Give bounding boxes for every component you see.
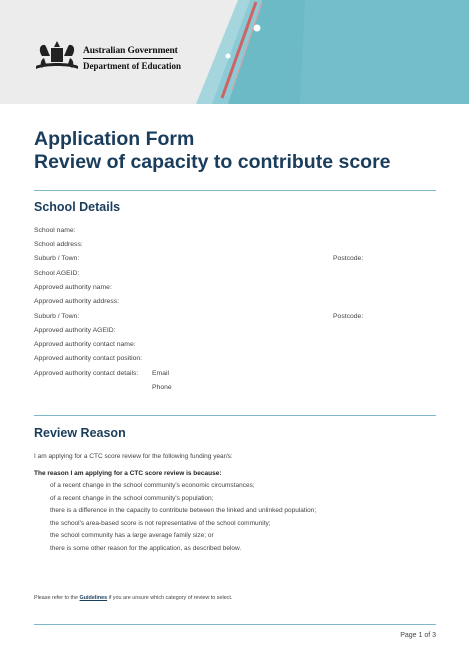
contact-details-label: Approved authority contact details: (34, 370, 139, 377)
reason-option: there is some other reason for the application, as described below. (50, 545, 242, 552)
reason-option: there is a difference in the capacity to contribute between the linked and unlinked population; (50, 507, 317, 514)
page-title (34, 128, 391, 174)
reason-option: the school community has a large average family size; or (50, 532, 214, 539)
authority-postcode-label: Postcode: (333, 313, 364, 320)
government-name: Australian Government (83, 46, 178, 56)
guidelines-note (34, 595, 232, 601)
title-line-2: Review of capacity to contribute score (34, 151, 391, 173)
funding-year-label: I am applying for a CTC score review for the following funding year/s: (34, 453, 233, 460)
school-ageid-label: School AGEID: (34, 270, 80, 277)
authority-suburb-label: Suburb / Town: (34, 313, 80, 320)
reason-intro: The reason I am applying for a CTC score review is because: (34, 470, 222, 477)
postcode-label: Postcode: (333, 255, 364, 262)
divider (34, 415, 436, 416)
email-label: Email (152, 370, 169, 377)
contact-name-label: Approved authority contact name: (34, 341, 136, 348)
phone-label: Phone (152, 384, 172, 391)
authority-name-label: Approved authority name: (34, 284, 112, 291)
coat-of-arms-icon (34, 38, 80, 72)
page-header (0, 0, 469, 104)
contact-position-label: Approved authority contact position: (34, 355, 143, 362)
logo-divider (83, 58, 173, 59)
reason-option: of a recent change in the school community's population; (50, 495, 214, 502)
guidelines-link[interactable]: Guidelines (79, 595, 108, 601)
footer-divider (34, 624, 436, 625)
page-number: Page 1 of 3 (400, 632, 436, 639)
divider (34, 190, 436, 191)
government-logo-text (83, 46, 181, 71)
title-line-1: Application Form (34, 128, 195, 150)
authority-ageid-label: Approved authority AGEID: (34, 327, 116, 334)
department-name: Department of Education (83, 61, 181, 71)
reason-option: of a recent change in the school community's economic circumstances; (50, 482, 255, 489)
school-address-label: School address: (34, 241, 83, 248)
suburb-label: Suburb / Town: (34, 255, 80, 262)
note-prefix: Please refer to the (34, 595, 80, 601)
school-details-heading: School Details (34, 200, 121, 214)
school-name-label: School name: (34, 227, 76, 234)
review-reason-heading: Review Reason (34, 426, 126, 440)
note-suffix: if you are unsure which category of review to select. (107, 595, 233, 601)
reason-option: the school's area-based score is not representative of the school community; (50, 520, 271, 527)
authority-address-label: Approved authority address: (34, 298, 120, 305)
